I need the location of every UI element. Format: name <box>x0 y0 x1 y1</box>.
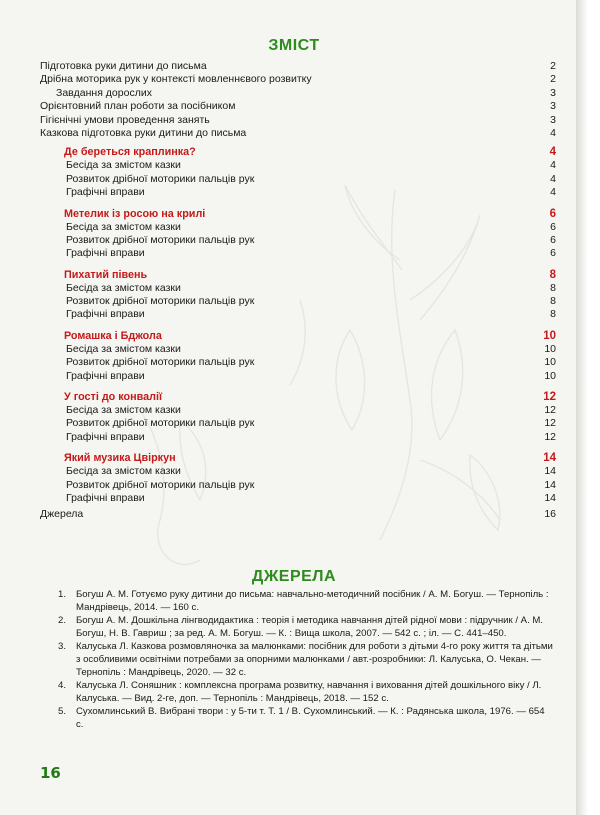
toc-entry-page: 12 <box>544 430 556 443</box>
toc-entry[interactable] <box>40 356 556 369</box>
toc-entry-label: Розвиток дрібної моторики пальців рук <box>66 356 255 369</box>
toc-section-6[interactable] <box>40 451 556 465</box>
toc-section-title: У гості до конвалії <box>64 391 163 404</box>
toc-entry[interactable] <box>40 114 556 127</box>
source-text: Богуш А. М. Дошкільна лінгводидактика : теорія і методика навчання дітей рідної мови : підручник / А. М. Богуш, Н. В. Гавриш ; за ред. А. М. Богуш. — К. : Вища школа, 2007. — 542 с. ; іл. — С. 441–450. <box>76 615 544 639</box>
toc-entry-page: 4 <box>550 172 556 185</box>
toc-entry-label: Бесіда за змістом казки <box>66 465 181 478</box>
toc-entry-page: 6 <box>550 247 556 260</box>
toc-entry-label: Графічні вправи <box>66 369 145 382</box>
toc-section-page: 4 <box>549 146 556 159</box>
toc-entry-page: 12 <box>544 417 556 430</box>
toc-entry[interactable] <box>40 186 556 199</box>
toc-entry-label: Графічні вправи <box>66 308 145 321</box>
toc-entry-label: Розвиток дрібної моторики пальців рук <box>66 478 255 491</box>
toc-entry-label: Графічні вправи <box>66 430 145 443</box>
toc-entry[interactable] <box>40 465 556 478</box>
toc-entry-label: Розвиток дрібної моторики пальців рук <box>66 233 255 246</box>
toc-entry-page: 8 <box>550 295 556 308</box>
source-number: 5. <box>58 706 67 718</box>
toc-entry-page: 12 <box>544 404 556 417</box>
toc-section-page: 14 <box>543 452 556 465</box>
source-item <box>58 589 554 614</box>
toc-entry[interactable] <box>40 87 556 100</box>
toc-entry-page: 10 <box>544 356 556 369</box>
toc-section-page: 6 <box>549 207 556 220</box>
toc-entry-label: Бесіда за змістом казки <box>66 342 181 355</box>
toc-section-title: Ромашка і Бджола <box>64 329 162 342</box>
toc-entry-page: 10 <box>544 342 556 355</box>
toc-entry[interactable] <box>40 295 556 308</box>
table-of-contents <box>40 60 556 522</box>
toc-entry-page: 2 <box>550 73 556 86</box>
toc-entry-page: 8 <box>550 281 556 294</box>
source-text: Калуська Л. Казкова розмовляночка за малюнками: посібник для роботи з дітьми 4-го року життя та дітьми з особливими освітніми потребами за опорними малюнками / авт.-розробники: Л. Калуська, О. Чекан. — Тернопіль : Мандрівець, 2020. — 32 с. <box>76 641 553 678</box>
source-number: 1. <box>58 589 67 600</box>
toc-entry-label: Дрібна моторика рук у контексті мовленнєвого розвитку <box>40 73 312 86</box>
toc-section-3[interactable] <box>40 268 556 282</box>
toc-entry-label: Розвиток дрібної моторики пальців рук <box>66 295 255 308</box>
toc-section-title: Метелик із росою на крилі <box>64 207 206 220</box>
toc-entry-page: 6 <box>550 220 556 233</box>
toc-section-2[interactable] <box>40 207 556 221</box>
toc-entry[interactable] <box>40 100 556 113</box>
toc-entry-page: 10 <box>544 369 556 382</box>
toc-entry[interactable] <box>40 417 556 430</box>
toc-entry-page: 14 <box>544 491 556 504</box>
toc-entry-page: 3 <box>550 113 556 126</box>
toc-entry-page: 8 <box>550 308 556 321</box>
toc-entry-label: Завдання дорослих <box>56 86 152 99</box>
toc-heading: ЗМІСТ <box>268 37 320 54</box>
toc-entry-label: Гігієнічні умови проведення занять <box>40 113 210 126</box>
toc-entry-page: 16 <box>544 508 556 521</box>
toc-entry[interactable] <box>40 234 556 247</box>
toc-entry[interactable] <box>40 247 556 260</box>
toc-entry-page: 14 <box>544 478 556 491</box>
source-text: Калуська Л. Соняшник : комплексна програма розвитку, навчання і виховання дітей дошкільного віку / Л. Калуська. — Вид. 2-ге, доп. — Тернопіль : Мандрівець, 2018. — 152 с. <box>76 680 542 704</box>
toc-entry-label: Орієнтовний план роботи за посібником <box>40 100 236 113</box>
toc-entry[interactable] <box>40 343 556 356</box>
toc-entry[interactable] <box>40 479 556 492</box>
toc-entry[interactable] <box>40 404 556 417</box>
toc-entry-sources[interactable] <box>40 508 556 521</box>
toc-entry-page: 3 <box>550 100 556 113</box>
source-number: 2. <box>58 615 67 627</box>
toc-section-page: 10 <box>543 329 556 342</box>
source-number: 3. <box>58 641 67 653</box>
toc-entry[interactable] <box>40 308 556 321</box>
toc-entry-label: Графічні вправи <box>66 186 145 199</box>
toc-entry-label: Розвиток дрібної моторики пальців рук <box>66 172 255 185</box>
toc-section-1[interactable] <box>40 145 556 159</box>
toc-entry-label: Підготовка руки дитини до письма <box>40 60 207 72</box>
toc-entry[interactable] <box>40 60 556 73</box>
toc-entry-label: Бесіда за змістом казки <box>66 220 181 233</box>
source-number: 4. <box>58 680 67 692</box>
toc-section-5[interactable] <box>40 390 556 404</box>
toc-entry[interactable] <box>40 492 556 505</box>
toc-entry-label: Графічні вправи <box>66 247 145 260</box>
toc-section-title: Який музика Цвіркун <box>64 452 176 465</box>
source-item <box>58 641 554 679</box>
sources-heading: ДЖЕРЕЛА <box>251 568 337 585</box>
toc-entry-label: Розвиток дрібної моторики пальців рук <box>66 417 255 430</box>
toc-entry-page: 4 <box>550 159 556 172</box>
toc-entry[interactable] <box>40 159 556 172</box>
toc-entry-label: Бесіда за змістом казки <box>66 404 181 417</box>
source-text: Богуш А. М. Готуємо руку дитини до письма: навчально-методичний посібник / А. М. Богуш. — Тернопіль : Мандрівець, 2014. — 160 с. <box>76 589 549 613</box>
toc-entry[interactable] <box>40 173 556 186</box>
toc-section-page: 8 <box>549 268 556 281</box>
source-item <box>58 615 554 640</box>
page-edge <box>576 0 588 815</box>
toc-entry-page: 2 <box>550 60 556 72</box>
toc-entry-page: 4 <box>550 126 556 139</box>
toc-entry-page: 4 <box>550 186 556 199</box>
toc-entry-label: Джерела <box>40 508 84 521</box>
sources-list <box>58 589 554 733</box>
toc-section-title: Де береться краплинка? <box>64 146 196 159</box>
toc-entry-page: 14 <box>544 465 556 478</box>
source-item <box>58 680 554 705</box>
toc-entry-label: Казкова підготовка руки дитини до письма <box>40 126 247 139</box>
toc-entry[interactable] <box>40 221 556 234</box>
toc-entry[interactable] <box>40 431 556 444</box>
toc-entry-label: Бесіда за змістом казки <box>66 281 181 294</box>
toc-entry-label: Бесіда за змістом казки <box>66 159 181 172</box>
page-number: 16 <box>40 764 61 782</box>
toc-entry-page: 3 <box>550 86 556 99</box>
toc-section-4[interactable] <box>40 329 556 343</box>
source-item <box>58 706 554 731</box>
toc-entry[interactable] <box>40 127 556 140</box>
toc-section-page: 12 <box>543 391 556 404</box>
toc-entry[interactable] <box>40 282 556 295</box>
toc-entry[interactable] <box>40 370 556 383</box>
toc-section-title: Пихатий півень <box>64 268 148 281</box>
toc-entry-page: 6 <box>550 233 556 246</box>
toc-entry-label: Графічні вправи <box>66 491 145 504</box>
toc-entry[interactable] <box>40 73 556 86</box>
source-text: Сухомлинський В. Вибрані твори : у 5-ти т. Т. 1 / В. Сухомлинський. — К. : Радянська школа, 1976. — 654 с. <box>76 706 545 730</box>
